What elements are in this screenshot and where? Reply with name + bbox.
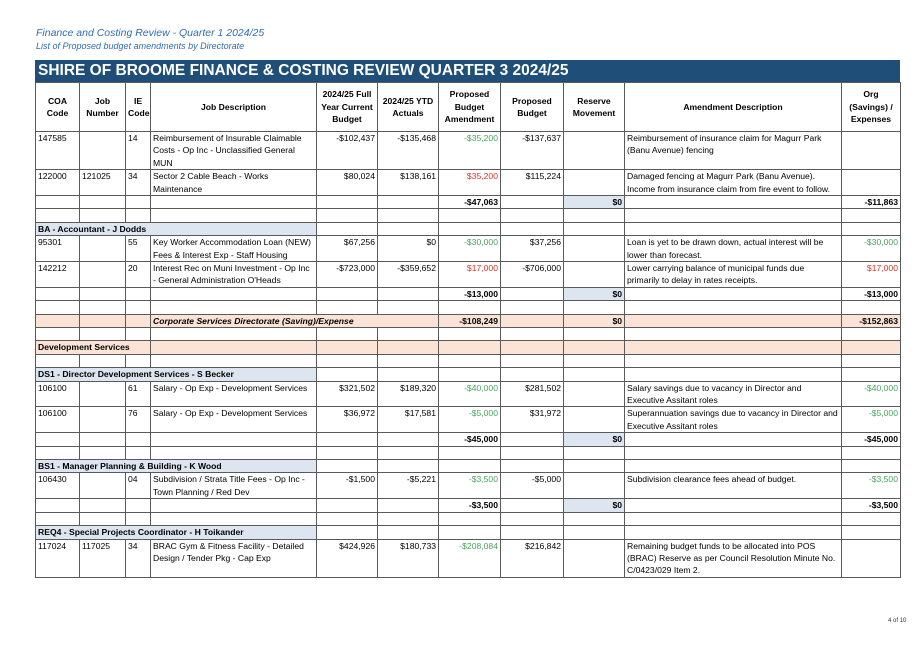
reserve-movement [564, 236, 625, 262]
proposed-budget: $281,502 [501, 381, 564, 407]
org-savings [842, 132, 901, 170]
ytd-actuals: -$359,652 [378, 262, 439, 288]
section-row [36, 222, 901, 235]
reserve-movement [564, 170, 625, 196]
job-description: Salary - Op Exp - Development Services [151, 407, 317, 433]
ie-code: 55 [126, 236, 151, 262]
coa-code: 106430 [36, 473, 80, 499]
col-ytd-actuals: 2024/25 YTD Actuals [378, 83, 439, 132]
page-number: 4 of 10 [888, 618, 907, 624]
report-subtitle: List of Proposed budget amendments by Directorate [36, 41, 245, 51]
table-row [36, 262, 901, 288]
subtotal-org: -$45,000 [842, 433, 901, 446]
job-number [80, 381, 126, 407]
directorate-total-row [36, 314, 901, 327]
table-row [36, 407, 901, 433]
coa-code: 142212 [36, 262, 80, 288]
table-row [36, 132, 901, 170]
org-savings: $17,000 [842, 262, 901, 288]
reserve-movement [564, 473, 625, 499]
org-savings: -$3,500 [842, 473, 901, 499]
proposed-amendment: -$208,084 [439, 539, 501, 577]
subtotal-org: -$13,000 [842, 287, 901, 300]
job-description: Reimbursement of Insurable Claimable Costs - Op Inc - Unclassified General MUN [151, 132, 317, 170]
proposed-amendment: -$3,500 [439, 473, 501, 499]
col-org-savings: Org (Savings) / Expenses [842, 83, 901, 132]
subtotal-amendment: -$47,063 [439, 196, 501, 209]
job-description: Salary - Op Exp - Development Services [151, 381, 317, 407]
ie-code: 61 [126, 381, 151, 407]
spacer-row [36, 328, 901, 341]
org-savings: -$5,000 [842, 407, 901, 433]
ie-code: 14 [126, 132, 151, 170]
section-row [36, 368, 901, 381]
report-title: Finance and Costing Review - Quarter 1 2024/25 [36, 27, 265, 39]
col-coa-code: COA Code [36, 83, 80, 132]
subtotal-row [36, 287, 901, 300]
table-row [36, 170, 901, 196]
proposed-budget: -$5,000 [501, 473, 564, 499]
subtotal-row [36, 433, 901, 446]
banner-title: SHIRE OF BROOME FINANCE & COSTING REVIEW QUARTER 3 2024/25 [35, 60, 900, 82]
directorate-org: -$152,863 [842, 314, 901, 327]
job-number [80, 407, 126, 433]
reserve-movement [564, 132, 625, 170]
section-label: BS1 - Manager Planning & Building - K Wood [36, 460, 317, 473]
proposed-amendment: -$5,000 [439, 407, 501, 433]
coa-code: 106100 [36, 407, 80, 433]
col-full-year-budget: 2024/25 Full Year Current Budget [317, 83, 378, 132]
col-proposed-amendment: Proposed Budget Amendment [439, 83, 501, 132]
proposed-budget: -$706,000 [501, 262, 564, 288]
subtotal-amendment: -$13,000 [439, 287, 501, 300]
amendment-description: Remaining budget funds to be allocated into POS (BRAC) Reserve as per Council Resolution Minute No. C/0423/029 Item 2. [625, 539, 842, 577]
section-label: REQ4 - Special Projects Coordinator - H Toikander [36, 526, 317, 539]
spacer-row [36, 301, 901, 314]
col-amendment-description: Amendment Description [625, 83, 842, 132]
job-number [80, 473, 126, 499]
amendment-description: Salary savings due to vacancy in Director and Executive Assitant roles [625, 381, 842, 407]
job-number [80, 236, 126, 262]
subtotal-org: -$3,500 [842, 499, 901, 512]
ytd-actuals: -$135,468 [378, 132, 439, 170]
reserve-movement [564, 381, 625, 407]
org-savings: -$30,000 [842, 236, 901, 262]
job-description: Sector 2 Cable Beach - Works Maintenance [151, 170, 317, 196]
directorate-header-row [36, 341, 901, 354]
full-year-budget: $80,024 [317, 170, 378, 196]
section-label: DS1 - Director Development Services - S Becker [36, 368, 317, 381]
proposed-budget: $37,256 [501, 236, 564, 262]
ytd-actuals: -$5,221 [378, 473, 439, 499]
directorate-reserve: $0 [564, 314, 625, 327]
ie-code: 20 [126, 262, 151, 288]
spacer-row [36, 354, 901, 367]
proposed-amendment: -$40,000 [439, 381, 501, 407]
job-number [80, 132, 126, 170]
coa-code: 147585 [36, 132, 80, 170]
table-row [36, 236, 901, 262]
subtotal-org: -$11,863 [842, 196, 901, 209]
ie-code: 34 [126, 170, 151, 196]
coa-code: 95301 [36, 236, 80, 262]
full-year-budget: $321,502 [317, 381, 378, 407]
budget-table [35, 82, 901, 578]
amendment-description: Subdivision clearance fees ahead of budget. [625, 473, 842, 499]
amendment-description: Loan is yet to be drawn down, actual interest will be lower than forecast. [625, 236, 842, 262]
subtotal-reserve: $0 [564, 196, 625, 209]
subtotal-reserve: $0 [564, 287, 625, 300]
job-description: BRAC Gym & Fitness Facility - Detailed Design / Tender Pkg - Cap Exp [151, 539, 317, 577]
ie-code: 34 [126, 539, 151, 577]
subtotal-amendment: -$45,000 [439, 433, 501, 446]
ytd-actuals: $180,733 [378, 539, 439, 577]
full-year-budget: $36,972 [317, 407, 378, 433]
table-header [36, 83, 901, 132]
proposed-budget: $216,842 [501, 539, 564, 577]
ie-code: 76 [126, 407, 151, 433]
table-row [36, 473, 901, 499]
col-job-description: Job Description [151, 83, 317, 132]
full-year-budget: -$1,500 [317, 473, 378, 499]
subtotal-reserve: $0 [564, 499, 625, 512]
col-reserve-movement: Reserve Movement [564, 83, 625, 132]
amendment-description: Superannuation savings due to vacancy in Director and Executive Assitant roles [625, 407, 842, 433]
coa-code: 117024 [36, 539, 80, 577]
org-savings [842, 539, 901, 577]
full-year-budget: $67,256 [317, 236, 378, 262]
section-row [36, 526, 901, 539]
directorate-label: Corporate Services Directorate (Saving)/Expense [151, 314, 439, 327]
proposed-amendment: $17,000 [439, 262, 501, 288]
coa-code: 106100 [36, 381, 80, 407]
subtotal-row [36, 196, 901, 209]
ie-code: 04 [126, 473, 151, 499]
section-row [36, 460, 901, 473]
spacer-row [36, 446, 901, 459]
reserve-movement [564, 539, 625, 577]
amendment-description: Damaged fencing at Magurr Park (Banu Avenue). Income from insurance claim from fire event to follow. [625, 170, 842, 196]
proposed-amendment: -$30,000 [439, 236, 501, 262]
full-year-budget: -$102,437 [317, 132, 378, 170]
full-year-budget: -$723,000 [317, 262, 378, 288]
ytd-actuals: $17,581 [378, 407, 439, 433]
reserve-movement [564, 407, 625, 433]
subtotal-amendment: -$3,500 [439, 499, 501, 512]
subtotal-reserve: $0 [564, 433, 625, 446]
org-savings: -$40,000 [842, 381, 901, 407]
col-ie-code: IE Code [126, 83, 151, 132]
proposed-amendment: $35,200 [439, 170, 501, 196]
proposed-budget: $31,972 [501, 407, 564, 433]
section-label: BA - Accountant - J Dodds [36, 222, 317, 235]
subtotal-row [36, 499, 901, 512]
spacer-row [36, 209, 901, 222]
table-row [36, 381, 901, 407]
job-description: Interest Rec on Muni Investment - Op Inc - General Administration O'Heads [151, 262, 317, 288]
ytd-actuals: $0 [378, 236, 439, 262]
job-number [80, 262, 126, 288]
proposed-budget: -$137,637 [501, 132, 564, 170]
directorate-heading: Development Services [36, 341, 151, 354]
col-proposed-budget: Proposed Budget [501, 83, 564, 132]
directorate-amendment: -$108,249 [439, 314, 501, 327]
full-year-budget: $424,926 [317, 539, 378, 577]
job-description: Subdivision / Strata Title Fees - Op Inc - Town Planning / Red Dev [151, 473, 317, 499]
reserve-movement [564, 262, 625, 288]
table-row [36, 539, 901, 577]
org-savings [842, 170, 901, 196]
ytd-actuals: $138,161 [378, 170, 439, 196]
job-number: 117025 [80, 539, 126, 577]
proposed-budget: $115,224 [501, 170, 564, 196]
job-number: 121025 [80, 170, 126, 196]
coa-code: 122000 [36, 170, 80, 196]
col-job-number: Job Number [80, 83, 126, 132]
proposed-amendment: -$35,200 [439, 132, 501, 170]
ytd-actuals: $189,320 [378, 381, 439, 407]
job-description: Key Worker Accommodation Loan (NEW) Fees & Interest Exp - Staff Housing [151, 236, 317, 262]
amendment-description: Reimbursement of insurance claim for Magurr Park (Banu Avenue) fencing [625, 132, 842, 170]
amendment-description: Lower carrying balance of municipal funds due primarily to delay in rates receipts. [625, 262, 842, 288]
spacer-row [36, 512, 901, 525]
